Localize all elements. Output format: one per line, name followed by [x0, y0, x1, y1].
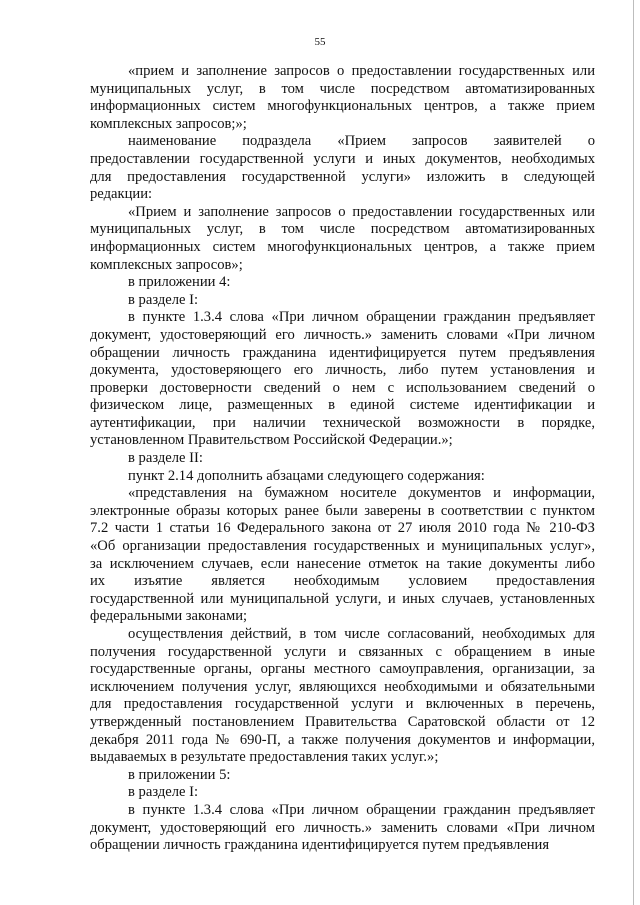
paragraph-10-line-3: государственные органы, органы местного самоуправления, организации, за: [90, 661, 595, 678]
paragraph-10-line-6: утвержденный постановлением Правительства Саратовской области от 12: [90, 713, 595, 730]
paragraph-6-line-8: установленном Правительством Российской Федерации.»;: [90, 432, 453, 449]
page-edge-divider: [633, 0, 634, 905]
paragraph-8-line-1: пункт 2.14 дополнить абзацами следующего содержания:: [128, 467, 485, 484]
paragraph-3-line-4: комплексных запросов»;: [90, 256, 243, 273]
paragraph-2-line-1: наименование подраздела «Прием запросов заявителей о: [128, 133, 595, 150]
paragraph-10-line-8: выдаваемых в результате предоставления таких услуг.»;: [90, 749, 439, 766]
paragraph-3-line-2: муниципальных услуг, в том числе посредством автоматизированных: [90, 221, 595, 238]
paragraph-5-line-1: в разделе I:: [128, 291, 199, 308]
paragraph-9-line-1: «представления на бумажном носителе документов и информации,: [128, 485, 595, 502]
paragraph-12-line-1: в разделе I:: [128, 784, 199, 801]
paragraph-9-line-3: 7.2 части 1 статьи 16 Федерального закона от 27 июля 2010 года № 210-ФЗ: [90, 520, 595, 537]
paragraph-11-line-1: в приложении 5:: [128, 766, 231, 783]
paragraph-6-line-7: аутентификации, при наличии технической возможности в порядке,: [90, 414, 595, 431]
paragraph-10-line-1: осуществления действий, в том числе согласований, необходимых для: [128, 626, 595, 642]
paragraph-3-line-3: информационных систем многофункциональных центров, а также прием: [90, 238, 595, 255]
paragraph-3-line-1: «Прием и заполнение запросов о предоставлении государственных или: [128, 203, 595, 220]
paragraph-9-line-6: их изъятие является необходимым условием предоставления: [90, 573, 595, 590]
paragraph-2-line-2: предоставлении государственной услуги и иных документов, необходимых: [90, 150, 595, 167]
paragraph-1-line-4: комплексных запросов;»;: [90, 115, 247, 132]
page-number: 55: [314, 36, 326, 48]
paragraph-2-line-3: для предоставления государственной услуги» изложить в следующей: [90, 168, 595, 185]
paragraph-6-line-4: документа, удостоверяющего его личность, либо путем установления и: [90, 362, 595, 379]
paragraph-1-line-3: информационных систем многофункциональных центров, а также прием: [90, 98, 595, 115]
paragraph-4-line-1: в приложении 4:: [128, 274, 231, 291]
paragraph-6-line-1: в пункте 1.3.4 слова «При личном обращении гражданин предъявляет: [128, 309, 595, 326]
paragraph-13-line-2: документ, удостоверяющий его личность.» заменить словами «При личном: [90, 819, 595, 836]
paragraph-7-line-1: в разделе II:: [128, 450, 203, 467]
paragraph-9-line-5: за исключением случаев, если нанесение отметок на такие документы либо: [90, 555, 595, 572]
paragraph-2-line-4: редакции:: [90, 186, 153, 203]
paragraph-9-line-7: государственной или муниципальной услуги, и иных случаев, установленных: [90, 590, 595, 607]
paragraph-6-line-6: физическом лице, размещенных в единой системе идентификации и: [90, 397, 595, 414]
paragraph-6-line-2: документ, удостоверяющий его личность.» заменить словами «При личном: [90, 326, 595, 343]
paragraph-9-line-2: электронные образы которых ранее были заверены в соответствии с пунктом: [90, 502, 595, 519]
paragraph-13-line-1: в пункте 1.3.4 слова «При личном обращении гражданин предъявляет: [128, 801, 595, 818]
paragraph-9-line-4: «Об организации предоставления государственных и муниципальных услуг»,: [90, 538, 595, 555]
paragraph-1-line-1: «прием и заполнение запросов о предоставлении государственных или: [128, 63, 595, 79]
paragraph-6-line-5: проверки достоверности сведений о нем с использованием сведений о: [90, 379, 595, 396]
paragraph-10-line-7: декабря 2011 года № 690-П, а также получения документов и информации,: [90, 731, 595, 748]
document-body: [90, 63, 595, 855]
paragraph-10-line-5: для предоставления государственной услуги и включенных в перечень,: [90, 696, 595, 713]
paragraph-10-line-2: получения государственной услуги и связанных с обращением в иные: [90, 643, 595, 660]
paragraph-10-line-4: исключением получения услуг, являющихся необходимыми и обязательными: [90, 678, 595, 695]
paragraph-1-line-2: муниципальных услуг, в том числе посредством автоматизированных: [90, 80, 595, 97]
paragraph-13-line-3: обращении личность гражданина идентифицируется путем предъявления: [90, 837, 550, 854]
paragraph-6-line-3: обращении личность гражданина идентифицируется путем предъявления: [90, 344, 595, 361]
paragraph-9-line-8: федеральными законами;: [90, 608, 248, 625]
